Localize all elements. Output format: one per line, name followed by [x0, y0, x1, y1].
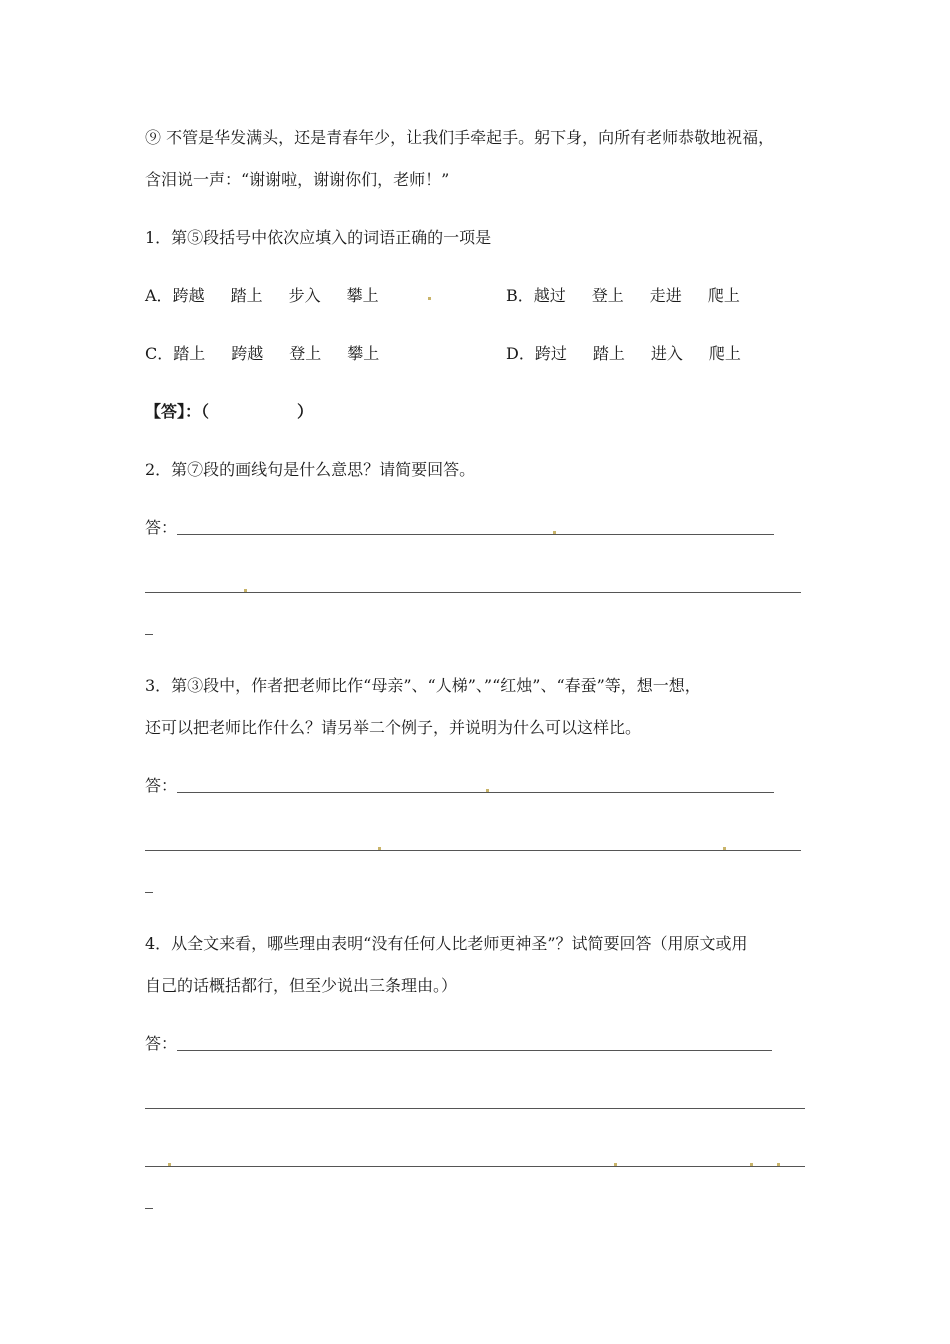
question-2-answer-label: 答：: [145, 518, 178, 537]
option-c-word-3: 登上: [289, 344, 322, 363]
option-a-word-1: 跨越: [172, 286, 205, 305]
option-b-word-1: 越过: [533, 286, 566, 305]
question-1-answer: [145, 402, 313, 422]
option-c-word-4: 攀上: [347, 344, 380, 363]
answer-label: 【答】：（: [145, 402, 210, 421]
answer-line[interactable]: [145, 1166, 805, 1167]
option-d-word-4: 爬上: [708, 344, 741, 363]
option-a-label: A．: [145, 286, 173, 305]
option-b: [506, 286, 740, 306]
stray-mark: [777, 1163, 780, 1166]
option-a-word-4: 攀上: [346, 286, 379, 305]
option-b-word-4: 爬上: [707, 286, 740, 305]
answer-line-end: [145, 892, 153, 893]
option-a: [145, 286, 379, 306]
paragraph-9-line-2: 含泪说一声：“谢谢啦，谢谢你们，老师！”: [145, 170, 450, 189]
stray-mark: [553, 531, 556, 534]
question-4-stem-line-1: 4．从全文来看，哪些理由表明“没有任何人比老师更神圣”？试简要回答（用原文或用: [145, 934, 748, 953]
option-c-label: C．: [145, 344, 174, 363]
question-4-answer-label: 答：: [145, 1034, 178, 1053]
question-1-stem: 1．第⑤段括号中依次应填入的词语正确的一项是: [145, 228, 492, 247]
answer-line[interactable]: [177, 1050, 772, 1051]
answer-line[interactable]: [145, 1108, 805, 1109]
option-d: [506, 344, 741, 364]
question-3-stem-line-1: 3．第③段中，作者把老师比作“母亲”、“人梯”、”“红烛”、“春蚕”等，想一想，: [145, 676, 701, 695]
option-b-label: B．: [506, 286, 534, 305]
option-d-word-2: 踏上: [592, 344, 625, 363]
stray-mark: [168, 1163, 171, 1166]
question-2-stem: 2．第⑦段的画线句是什么意思？请简要回答。: [145, 460, 476, 479]
answer-line[interactable]: [145, 850, 801, 851]
answer-close-paren: ）: [297, 402, 314, 421]
answer-line-end: [145, 634, 153, 635]
answer-line[interactable]: [177, 534, 774, 535]
answer-line[interactable]: [177, 792, 774, 793]
answer-line[interactable]: [145, 592, 801, 593]
question-3-answer-label: 答：: [145, 776, 178, 795]
answer-line-end: [145, 1208, 153, 1209]
option-d-word-1: 跨过: [534, 344, 567, 363]
stray-mark: [614, 1163, 617, 1166]
option-b-word-2: 登上: [591, 286, 624, 305]
option-a-word-3: 步入: [288, 286, 321, 305]
stray-mark: [486, 789, 489, 792]
option-a-word-2: 踏上: [230, 286, 263, 305]
paragraph-9-line-1: ⑨ 不管是华发满头，还是青春年少，让我们手牵起手。躬下身，向所有老师恭敬地祝福，: [145, 128, 775, 147]
option-d-word-3: 进入: [650, 344, 683, 363]
stray-mark: [750, 1163, 753, 1166]
option-b-word-3: 走进: [649, 286, 682, 305]
option-c: [145, 344, 379, 364]
question-4-stem-line-2: 自己的话概括都行，但至少说出三条理由。）: [145, 976, 458, 995]
stray-mark: [428, 297, 431, 300]
option-d-label: D．: [506, 344, 535, 363]
option-c-word-1: 踏上: [173, 344, 206, 363]
stray-mark: [378, 847, 381, 850]
question-3-stem-line-2: 还可以把老师比作什么？请另举二个例子，并说明为什么可以这样比。: [145, 718, 642, 737]
option-c-word-2: 跨越: [231, 344, 264, 363]
stray-mark: [723, 847, 726, 850]
stray-mark: [244, 589, 247, 592]
